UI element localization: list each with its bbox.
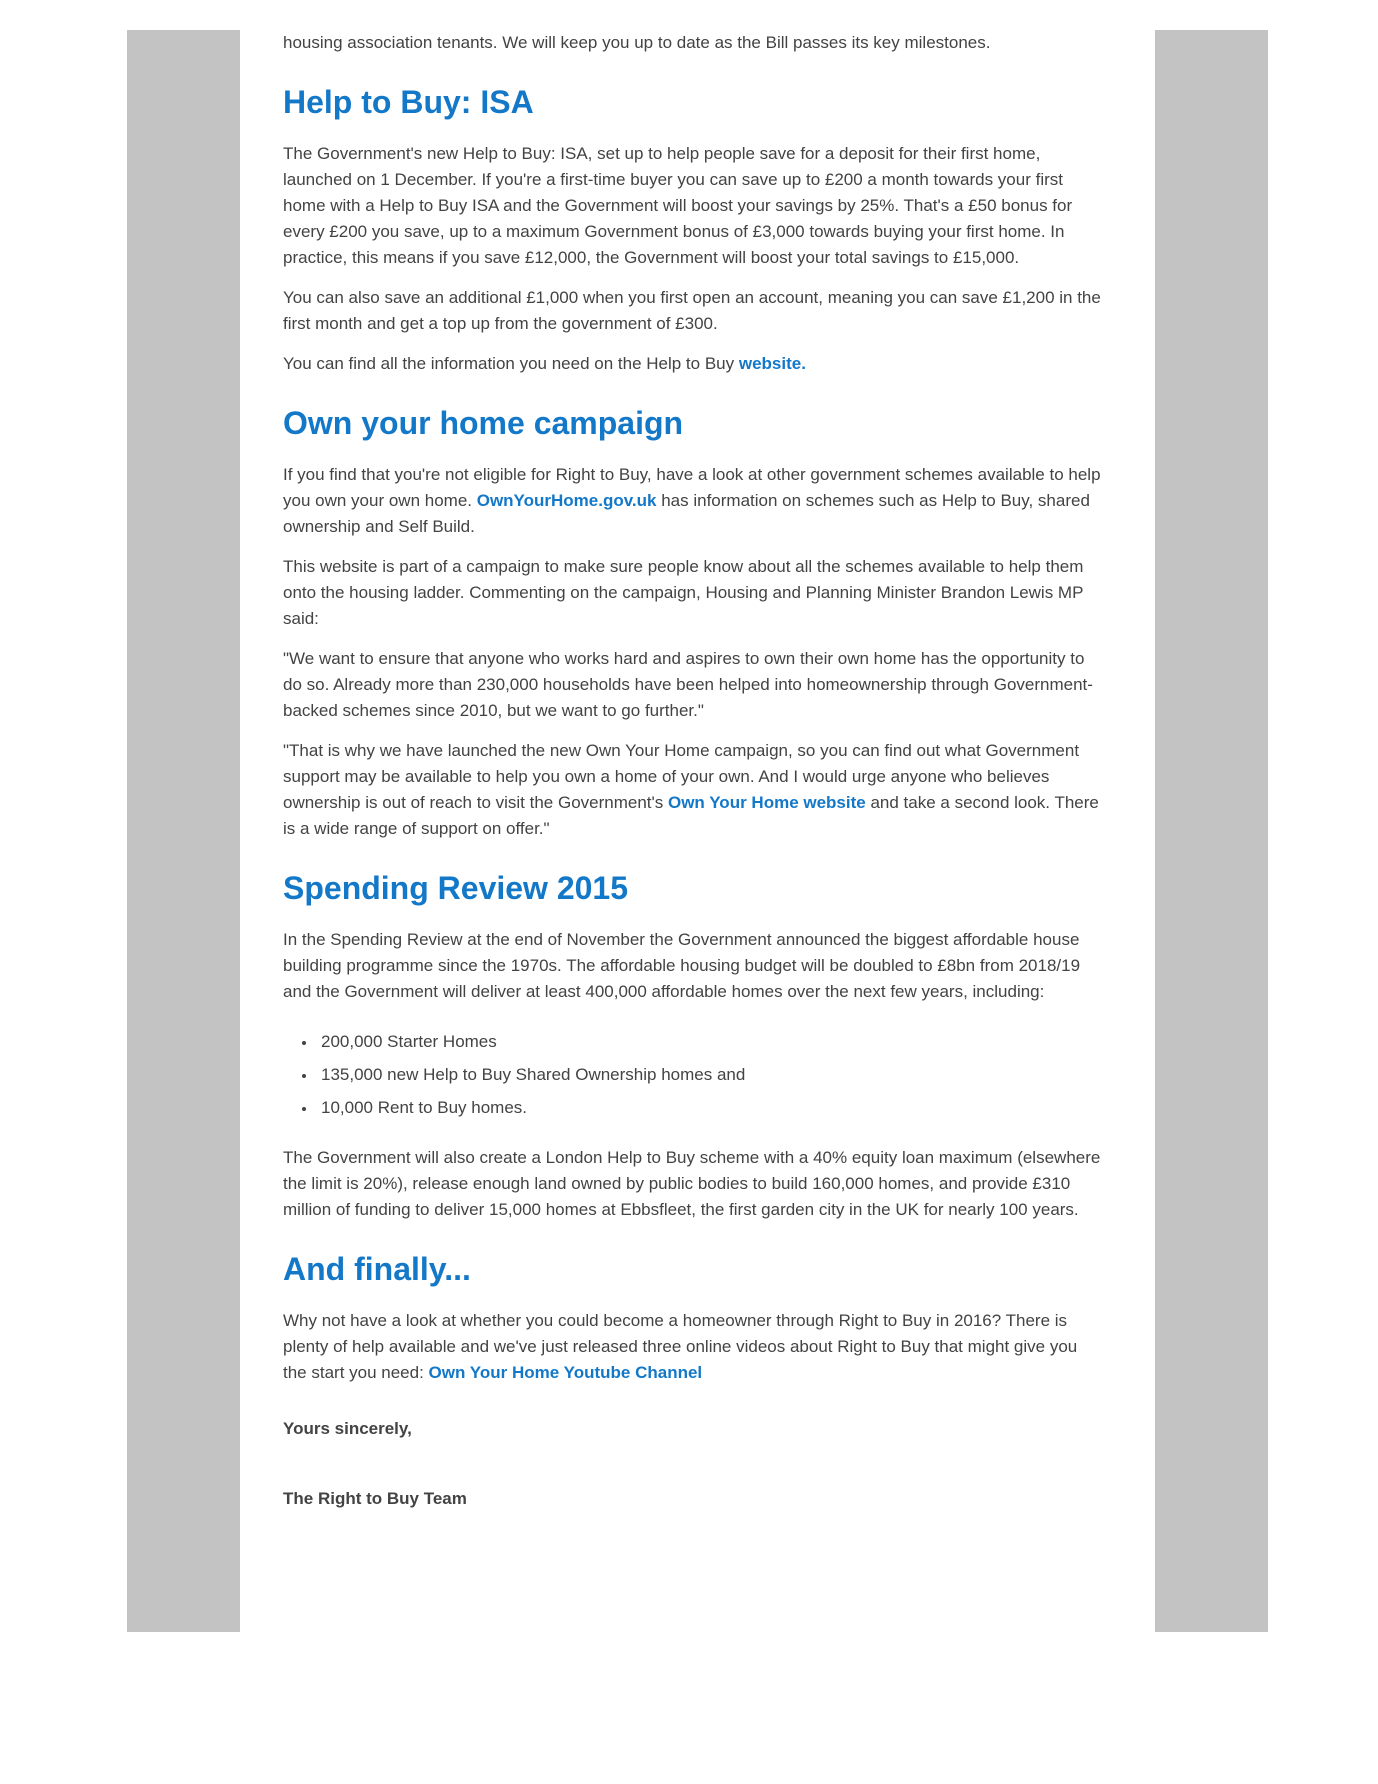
own-your-home-youtube-channel-link[interactable]: Own Your Home Youtube Channel	[428, 1363, 703, 1382]
paragraph-text: You can find all the information you need on the Help to Buy	[283, 354, 739, 373]
spending-review-paragraph-2: The Government will also create a London Help to Buy scheme with a 40% equity loan maximum (elsewhere the limit is 20%), release enough land owned by public bodies to build 160,000 homes, and provide £310 million of funding to deliver 15,000 homes at Ebbsfleet, the first garden city in the UK for nearly 100 years.	[283, 1148, 1101, 1219]
section-heading-help-to-buy-isa: Help to Buy: ISA	[283, 84, 534, 120]
intro-paragraph: housing association tenants. We will keep you up to date as the Bill passes its key milestones.	[283, 33, 991, 52]
ownyourhome-gov-uk-link[interactable]: OwnYourHome.gov.uk	[476, 491, 657, 510]
own-your-home-paragraph-2: This website is part of a campaign to make sure people know about all the schemes available to help them onto the housing ladder. Commenting on the campaign, Housing and Planning Minister Brandon Lewis MP said:	[283, 557, 1084, 628]
list-item: • 200,000 Starter Homes	[317, 1029, 1105, 1055]
section-heading-spending-review: Spending Review 2015	[283, 870, 629, 906]
own-your-home-website-link[interactable]: Own Your Home website	[667, 793, 866, 812]
signoff-right-to-buy-team: The Right to Buy Team	[283, 1489, 467, 1508]
paragraph-text: If you find that you're not eligible for Right to Buy, have a look at other government schemes available to help you own your own home.	[283, 465, 1101, 510]
section-heading-own-your-home: Own your home campaign	[283, 405, 684, 441]
background-gutter-right	[1155, 30, 1268, 1632]
spending-review-paragraph-1: In the Spending Review at the end of November the Government announced the biggest affordable house building programme since the 1970s. The affordable housing budget will be doubled to £8bn from 2018/19 and the Government will deliver at least 400,000 affordable homes over the next few years, including:	[283, 930, 1081, 1001]
own-your-home-paragraph-1	[283, 462, 1105, 540]
background-gutter-left	[127, 30, 240, 1632]
and-finally-paragraph	[283, 1308, 1105, 1386]
minister-quote-2	[283, 738, 1105, 842]
paragraph-text: Why not have a look at whether you could become a homeowner through Right to Buy in 2016? There is plenty of help available and we've just released three online videos about Right to Buy that might give you the start you need:	[283, 1311, 1078, 1382]
help-to-buy-website-link[interactable]: website.	[738, 354, 806, 373]
homes-bullet-list	[283, 1029, 1105, 1121]
help-to-buy-paragraph-2: You can also save an additional £1,000 when you first open an account, meaning you can save £1,200 in the first month and get a top up from the government of £300.	[283, 288, 1101, 333]
help-to-buy-paragraph-3	[283, 351, 1105, 377]
minister-quote-1: "We want to ensure that anyone who works hard and aspires to own their own home has the opportunity to do so. Already more than 230,000 households have been helped into homeownership through Government-backed schemes since 2010, but we want to go further."	[283, 649, 1093, 720]
email-body	[283, 30, 1105, 1526]
section-heading-and-finally: And finally...	[283, 1251, 471, 1287]
signoff-yours-sincerely: Yours sincerely,	[283, 1419, 412, 1438]
help-to-buy-paragraph-1: The Government's new Help to Buy: ISA, set up to help people save for a deposit for their first home, launched on 1 December. If you're a first-time buyer you can save up to £200 a month towards your first home with a Help to Buy ISA and the Government will boost your savings by 25%. That's a £50 bonus for every £200 you save, up to a maximum Government bonus of £3,000 towards buying your first home. In practice, this means if you save £12,000, the Government will boost your total savings to £15,000.	[283, 144, 1073, 267]
paragraph-text: and take a second look. There is a wide range of support on offer."	[283, 793, 1099, 838]
paragraph-text: "That is why we have launched the new Own Your Home campaign, so you can find out what Government support may be available to help you own a home of your own. And I would urge anyone who believes ownership is out of reach to visit the Government's	[283, 741, 1080, 812]
paragraph-text: has information on schemes such as Help to Buy, shared ownership and Self Build.	[283, 491, 1090, 536]
list-item: • 10,000 Rent to Buy homes.	[317, 1095, 1105, 1121]
list-item: • 135,000 new Help to Buy Shared Ownership homes and	[317, 1062, 1105, 1088]
